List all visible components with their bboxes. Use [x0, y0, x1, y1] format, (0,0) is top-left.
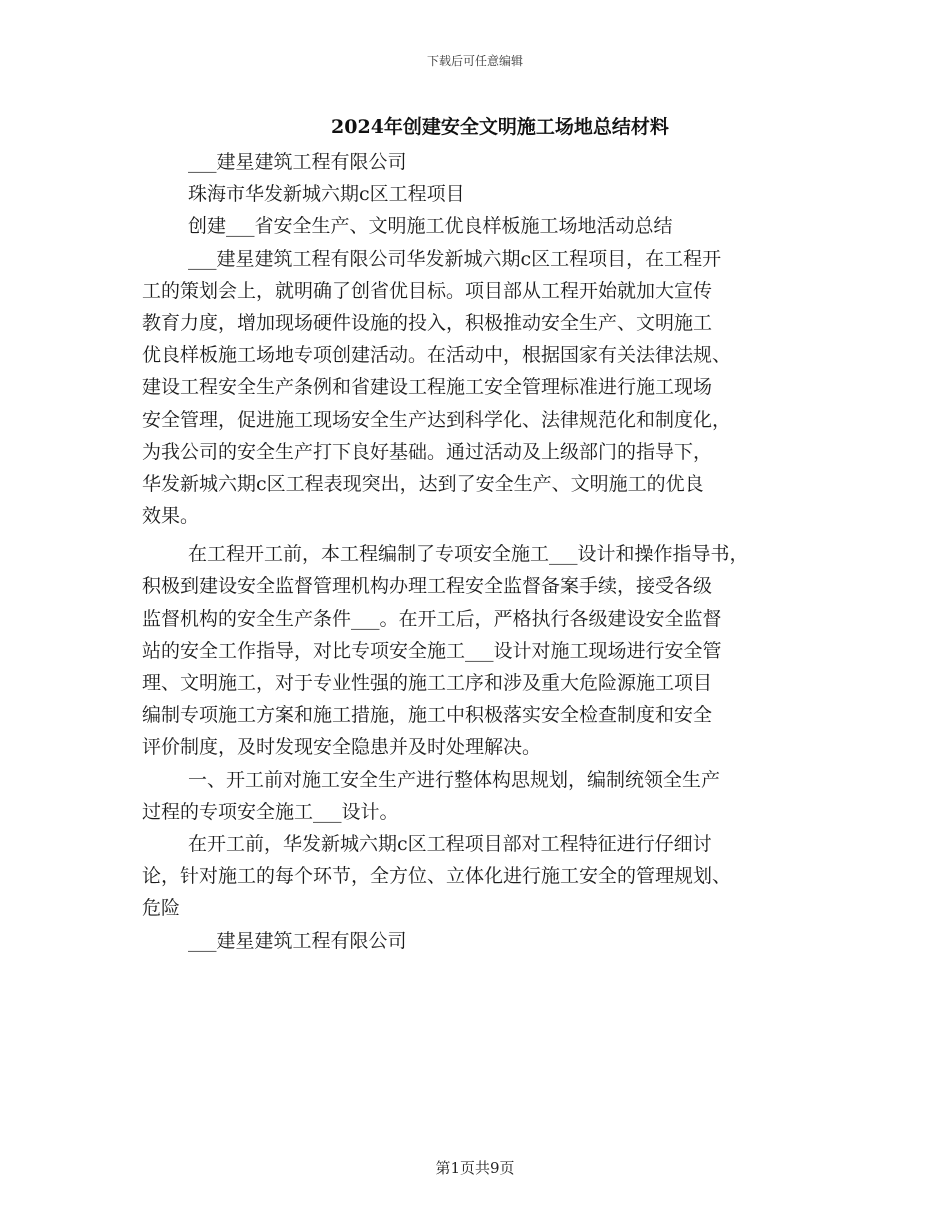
page-indicator: 第1页共9页 — [435, 1159, 515, 1177]
paragraph-line: 建设工程安全生产条例和省建设工程施工安全管理标准进行施工现场 — [142, 376, 713, 399]
section-heading-line: 过程的专项安全施工___设计。 — [142, 800, 399, 823]
document-title: 2024年创建安全文明施工场地总结材料 — [331, 116, 669, 138]
paragraph-line: 为我公司的安全生产打下良好基础。通过活动及上级部门的指导下， — [142, 440, 713, 463]
paragraph-line: 在工程开工前，本工程编制了专项安全施工___设计和操作指导书， — [188, 543, 749, 566]
paragraph-line: 效果。 — [142, 505, 200, 528]
paragraph-line: ___建星建筑工程有限公司华发新城六期c区工程项目，在工程开 — [188, 247, 722, 270]
paragraph-line: 优良样板施工场地专项创建活动。在活动中，根据国家有关法律法规、 — [142, 344, 732, 367]
header-note: 下载后可任意编辑 — [426, 54, 523, 68]
section-heading-line: 一、开工前对施工安全生产进行整体构思规划，编制统领全生产 — [188, 768, 721, 791]
paragraph-line: 理、文明施工，对于专业性强的施工工序和涉及重大危险源施工项目 — [142, 672, 713, 694]
paragraph-line: 积极到建设安全监督管理机构办理工程安全监督备案手续，接受各级 — [142, 575, 713, 598]
company-line: ___建星建筑工程有限公司 — [188, 929, 407, 952]
paragraph-line: 在开工前，华发新城六期c区工程项目部对工程特征进行仔细讨 — [188, 832, 712, 855]
paragraph-line: 论，针对施工的每个环节，全方位、立体化进行施工安全的管理规划、 — [142, 865, 732, 888]
paragraph-line: 华发新城六期c区工程表现突出，达到了安全生产、文明施工的优良 — [142, 472, 704, 495]
paragraph-line: 危险 — [142, 897, 181, 920]
project-line: 珠海市华发新城六期c区工程项目 — [188, 183, 465, 206]
paragraph-line: 安全管理，促进施工现场安全生产达到科学化、法律规范化和制度化， — [142, 408, 732, 431]
company-line: ___建星建筑工程有限公司 — [188, 151, 407, 173]
paragraph-line: 编制专项施工方案和施工措施，施工中积极落实安全检查制度和安全 — [142, 704, 713, 727]
document-body — [142, 146, 810, 957]
paragraph-line: 工的策划会上，就明确了创省优目标。项目部从工程开始就加大宣传 — [142, 279, 713, 302]
paragraph-line: 教育力度，增加现场硬件设施的投入，积极推动安全生产、文明施工 — [142, 311, 713, 334]
paragraph-line: 评价制度，及时发现安全隐患并及时处理解决。 — [142, 736, 542, 759]
paragraph-line: 站的安全工作指导，对比专项安全施工___设计对施工现场进行安全管 — [142, 639, 722, 662]
paragraph-line: 监督机构的安全生产条件___。在开工后，严格执行各级建设安全监督 — [142, 607, 722, 630]
summary-heading: 创建___省安全生产、文明施工优良样板施工场地活动总结 — [188, 215, 673, 238]
